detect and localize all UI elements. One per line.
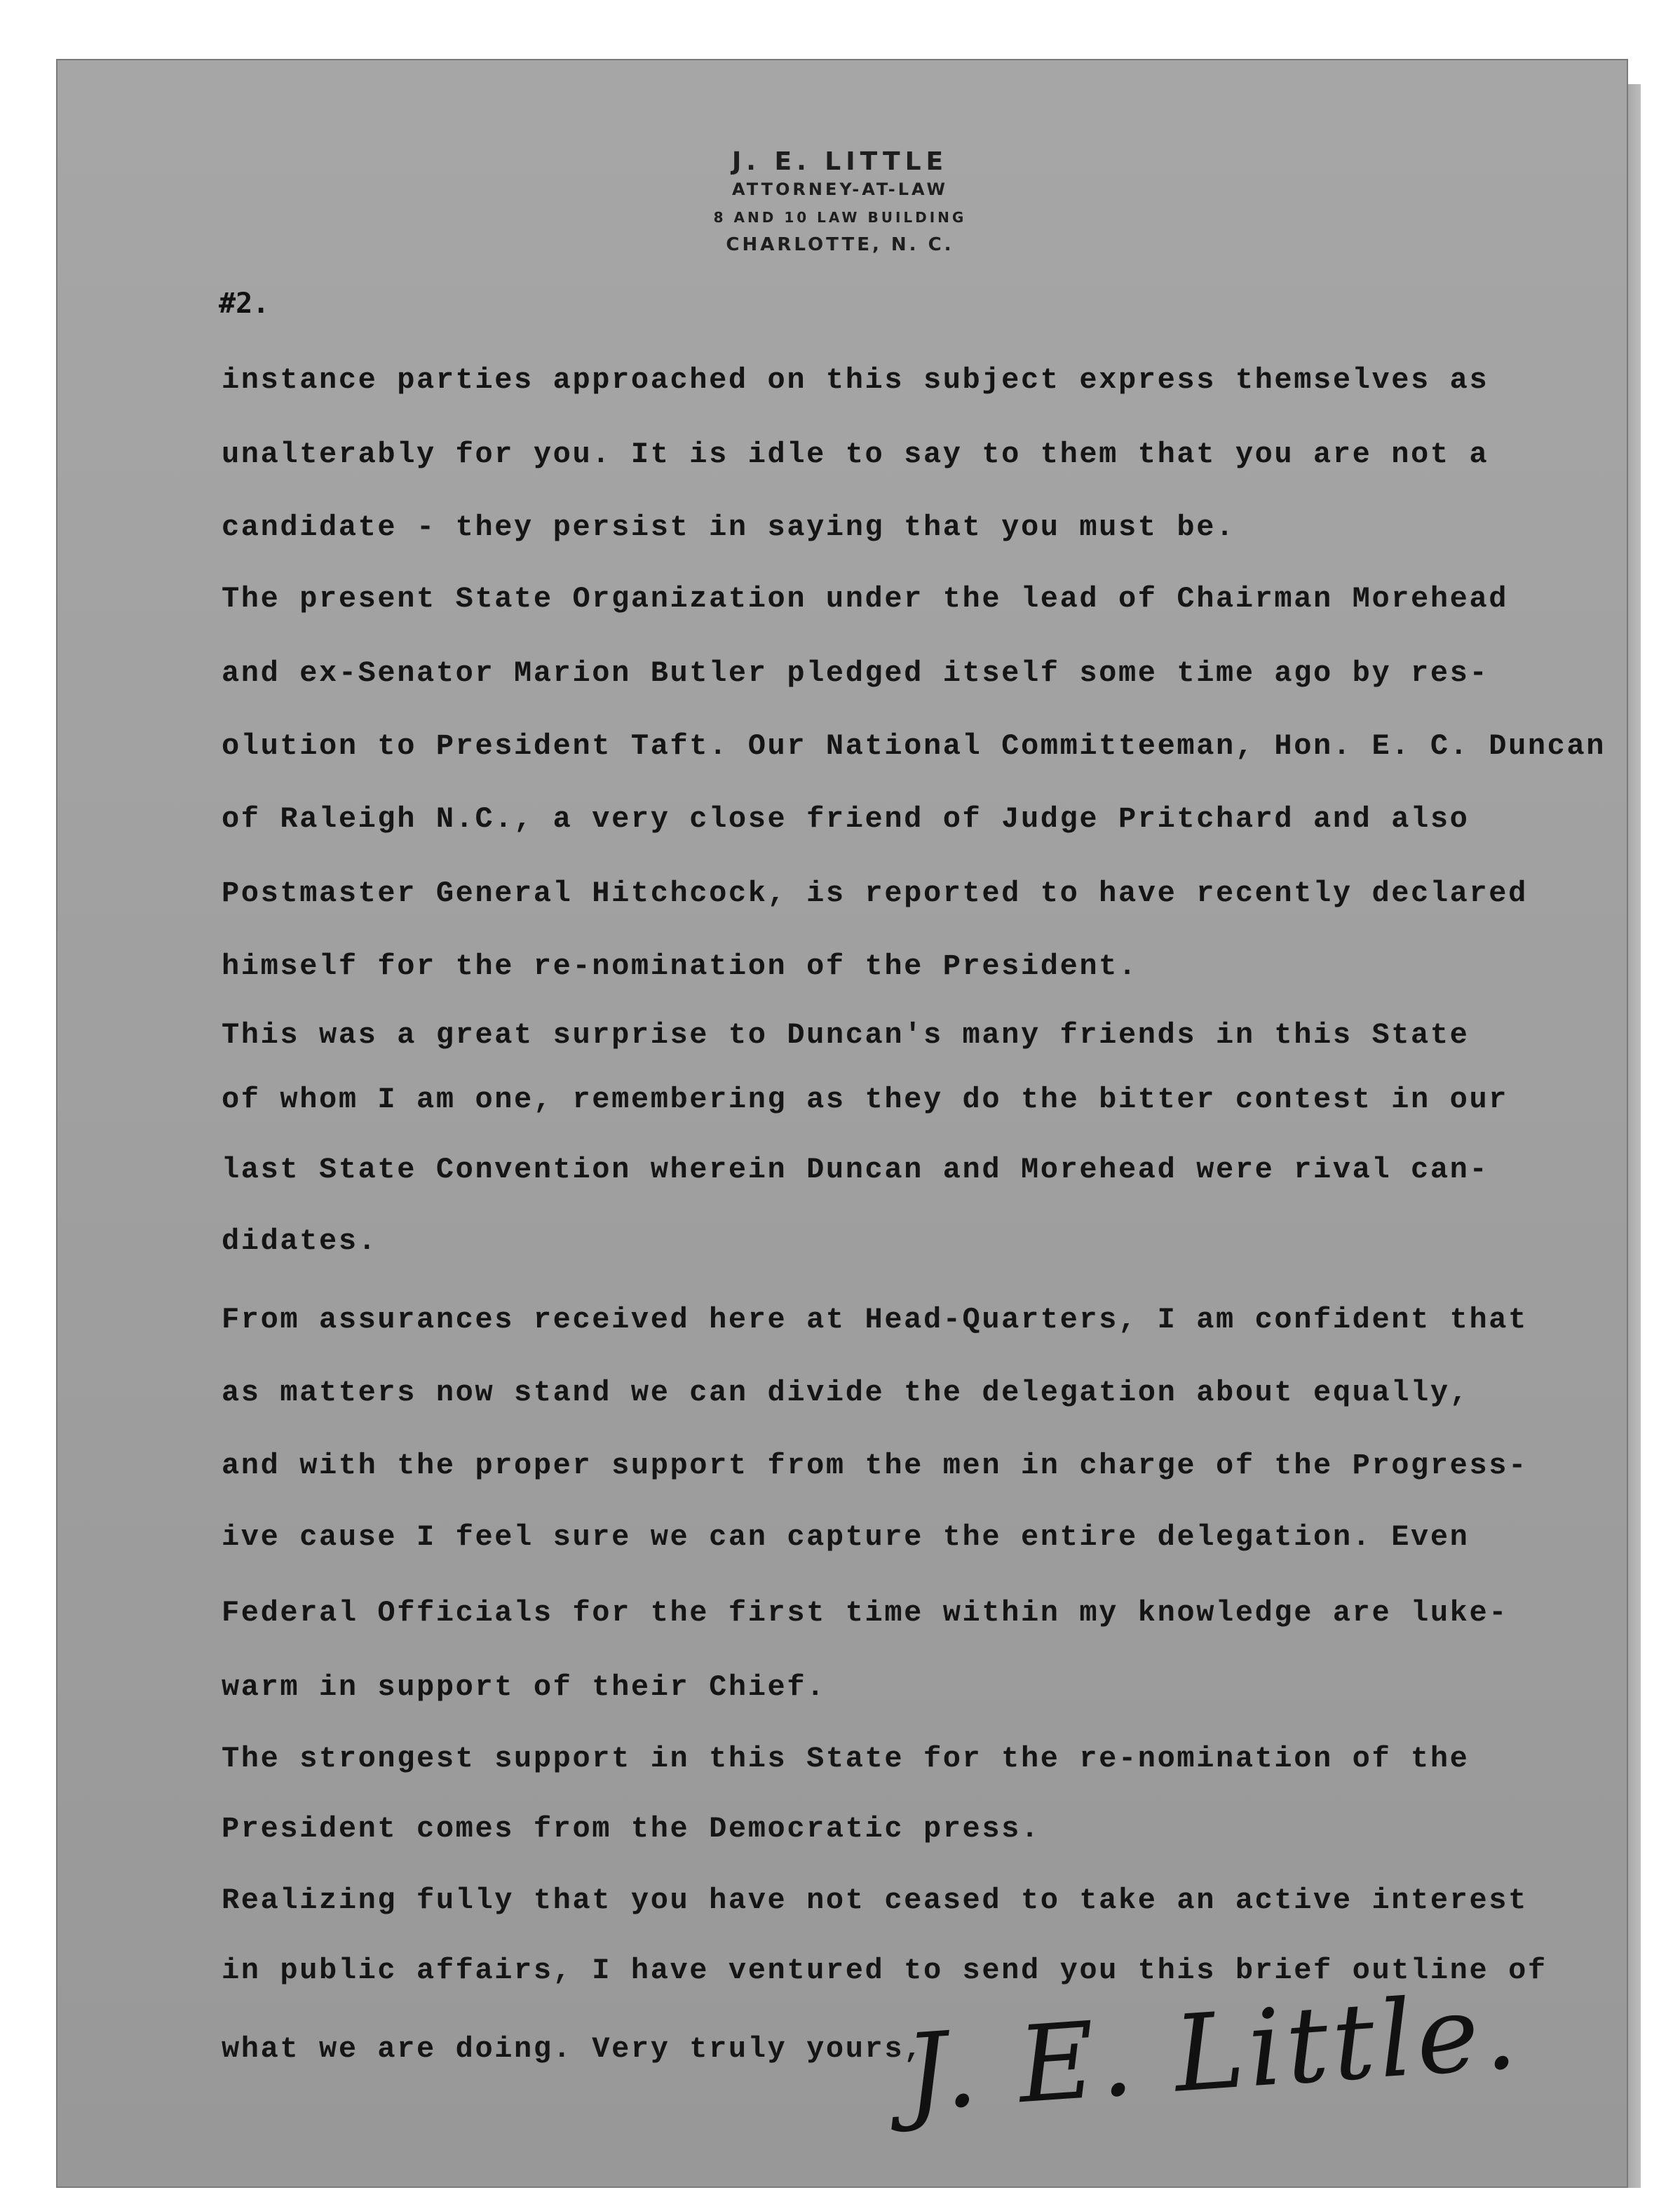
body-line: The strongest support in this State for the re-nomination of the: [222, 1742, 1470, 1776]
body-line: candidate - they persist in saying that you must be.: [222, 511, 1235, 544]
body-line: olution to President Taft. Our National Committeeman, Hon. E. C. Duncan: [222, 729, 1606, 763]
body-line: and ex-Senator Marion Butler pledged itself some time ago by res-: [222, 656, 1489, 690]
body-line: and with the proper support from the men in charge of the Progress-: [222, 1449, 1528, 1482]
body-line: of whom I am one, remembering as they do the bitter contest in our: [222, 1083, 1509, 1116]
body-line: This was a great surprise to Duncan's many friends in this State: [222, 1018, 1470, 1052]
body-line: instance parties approached on this subject express themselves as: [222, 363, 1489, 397]
body-line: Federal Officials for the first time within my knowledge are luke-: [222, 1596, 1509, 1630]
body-line: last State Convention wherein Duncan and Morehead were rival can-: [222, 1153, 1489, 1186]
body-line: Realizing fully that you have not ceased to take an active interest: [222, 1884, 1528, 1917]
body-line: unalterably for you. It is idle to say to them that you are not a: [222, 438, 1489, 471]
body-line: ive cause I feel sure we can capture the entire delegation. Even: [222, 1520, 1470, 1554]
letterhead-title: ATTORNEY-AT-LAW: [732, 180, 948, 199]
body-line: of Raleigh N.C., a very close friend of Judge Pritchard and also: [222, 802, 1470, 836]
body-line: as matters now stand we can divide the delegation about equally,: [222, 1376, 1470, 1409]
handwritten-signature: J. E. Little.: [901, 1970, 1525, 2135]
letterhead-city: CHARLOTTE, N. C.: [726, 234, 954, 255]
closing-line: what we are doing. Very truly yours,: [222, 2032, 923, 2066]
body-line: From assurances received here at Head-Quarters, I am confident that: [222, 1303, 1528, 1337]
page-number: #2.: [219, 288, 270, 320]
letterhead-name: J. E. LITTLE: [731, 147, 949, 176]
body-line: in public affairs, I have ventured to send you this brief outline of: [222, 1954, 1547, 1987]
body-line: himself for the re-nomination of the President.: [222, 949, 1138, 983]
body-line: The present State Organization under the lead of Chairman Morehead: [222, 582, 1509, 616]
body-line: didates.: [222, 1224, 378, 1258]
letterhead-address: 8 AND 10 LAW BUILDING: [713, 209, 967, 226]
body-line: President comes from the Democratic press.: [222, 1812, 1041, 1846]
body-line: Postmaster General Hitchcock, is reported to have recently declared: [222, 877, 1528, 910]
body-line: warm in support of their Chief.: [222, 1670, 826, 1704]
